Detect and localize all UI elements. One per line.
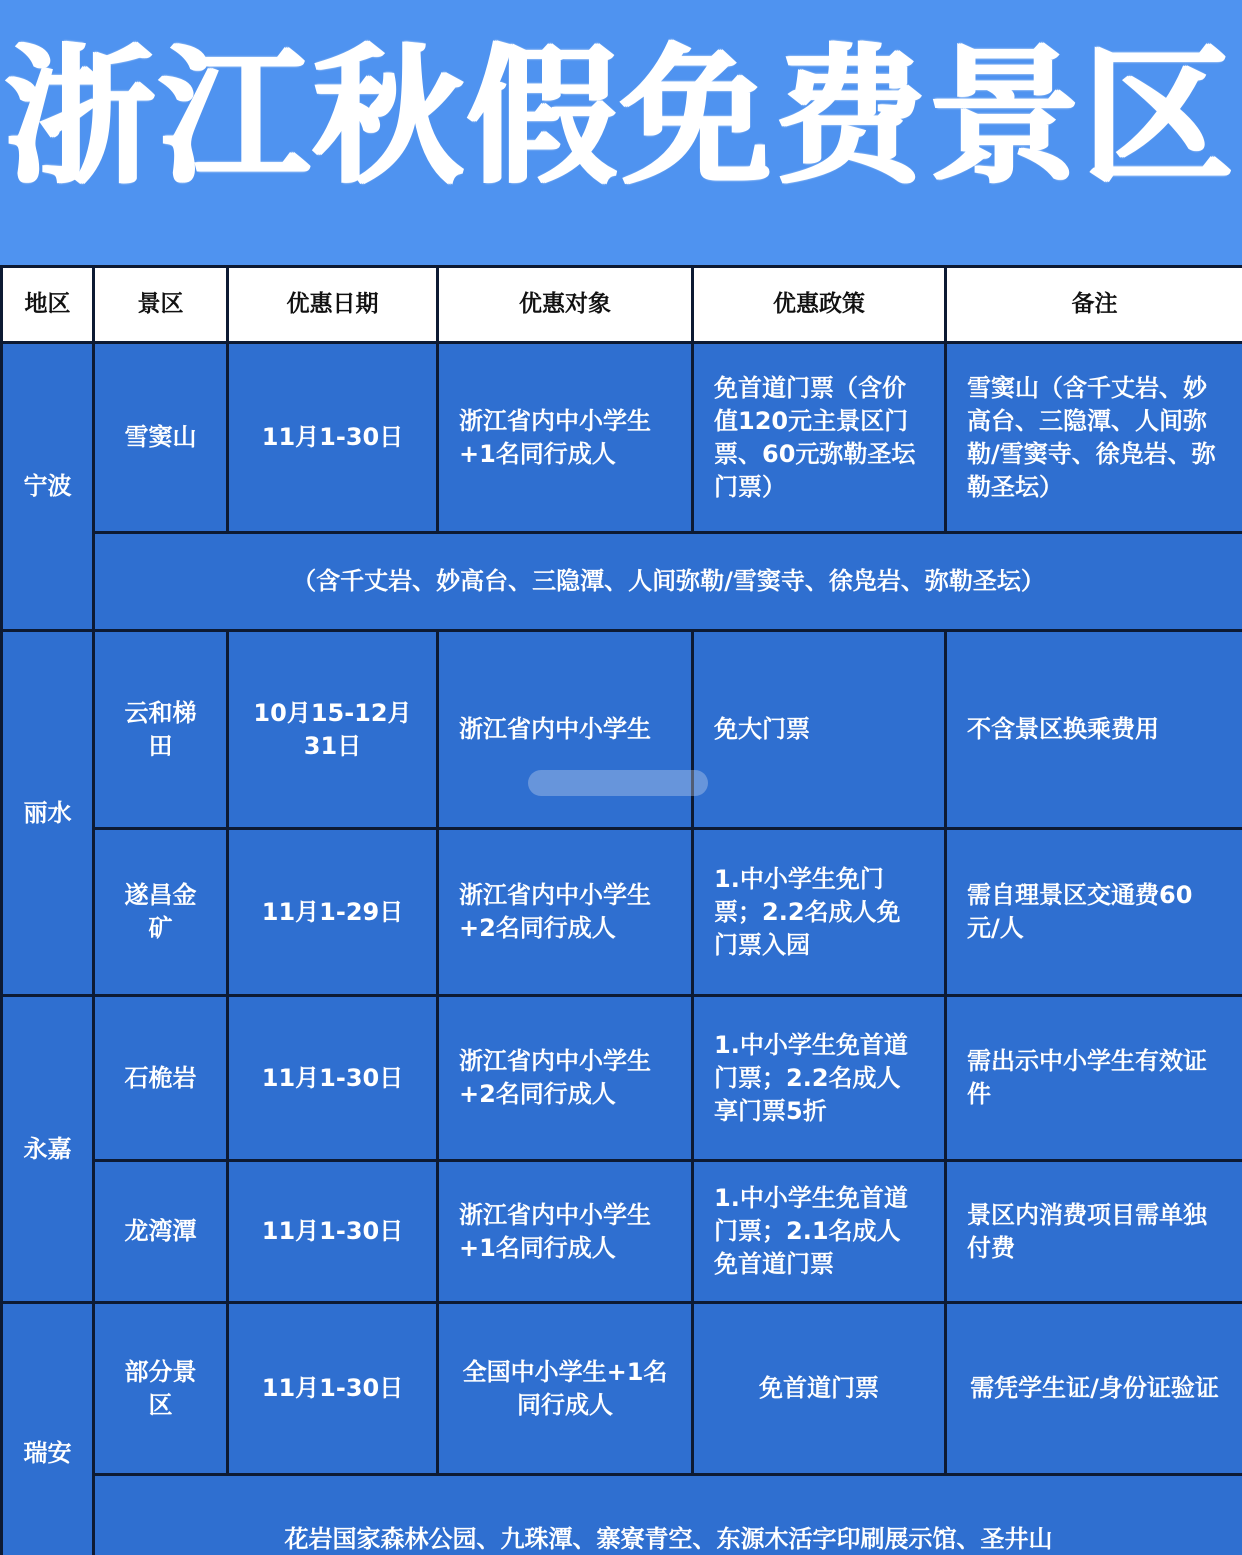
policy-cell: 1.中小学生免门票；2.2名成人免门票入园 xyxy=(693,829,946,996)
target-cell: 浙江省内中小学生+2名同行成人 xyxy=(438,996,693,1161)
date-cell: 11月1-29日 xyxy=(228,829,438,996)
spot-cell: 龙湾潭 xyxy=(94,1161,228,1303)
region-cell: 宁波 xyxy=(2,343,94,631)
note-cell: 需凭学生证/身份证验证 xyxy=(946,1303,1242,1475)
spot-cell: 遂昌金矿 xyxy=(94,829,228,996)
target-cell: 浙江省内中小学生+1名同行成人 xyxy=(438,1161,693,1303)
policy-cell: 免首道门票（含价值120元主景区门票、60元弥勒圣坛门票） xyxy=(693,343,946,533)
region-cell: 丽水 xyxy=(2,631,94,996)
date-cell: 11月1-30日 xyxy=(228,1303,438,1475)
header-spot: 景区 xyxy=(94,267,228,343)
note-cell: 不含景区换乘费用 xyxy=(946,631,1242,829)
policy-cell: 免大门票 xyxy=(693,631,946,829)
policy-cell: 免首道门票 xyxy=(693,1303,946,1475)
table-row xyxy=(2,996,1242,1161)
watermark-blur xyxy=(528,770,708,796)
policy-cell: 1.中小学生免首道门票；2.2名成人享门票5折 xyxy=(693,996,946,1161)
target-cell: 全国中小学生+1名同行成人 xyxy=(438,1303,693,1475)
scenic-table xyxy=(0,265,1242,1555)
target-cell: 浙江省内中小学生+1名同行成人 xyxy=(438,343,693,533)
date-cell: 11月1-30日 xyxy=(228,996,438,1161)
note-cell: 雪窦山（含千丈岩、妙高台、三隐潭、人间弥勒/雪窦寺、徐凫岩、弥勒圣坛） xyxy=(946,343,1242,533)
spot-list-cell: （含千丈岩、妙高台、三隐潭、人间弥勒/雪窦寺、徐凫岩、弥勒圣坛） xyxy=(94,533,1242,631)
table-row xyxy=(2,1303,1242,1475)
table-row-extra xyxy=(2,1475,1242,1555)
spot-cell: 雪窦山 xyxy=(94,343,228,533)
date-cell: 11月1-30日 xyxy=(228,1161,438,1303)
table-row xyxy=(2,1161,1242,1303)
note-cell: 需出示中小学生有效证件 xyxy=(946,996,1242,1161)
header-region: 地区 xyxy=(2,267,94,343)
header-note: 备注 xyxy=(946,267,1242,343)
spot-list-cell: 花岩国家森林公园、九珠潭、寨寮青空、东源木活字印刷展示馆、圣井山 xyxy=(94,1475,1242,1555)
date-cell: 11月1-30日 xyxy=(228,343,438,533)
table-row xyxy=(2,631,1242,829)
header-date: 优惠日期 xyxy=(228,267,438,343)
note-cell: 需自理景区交通费60元/人 xyxy=(946,829,1242,996)
policy-cell: 1.中小学生免首道门票；2.1名成人免首道门票 xyxy=(693,1161,946,1303)
table-header-row xyxy=(2,267,1242,343)
region-cell: 永嘉 xyxy=(2,996,94,1303)
target-cell: 浙江省内中小学生 xyxy=(438,631,693,829)
header-target: 优惠对象 xyxy=(438,267,693,343)
header-policy: 优惠政策 xyxy=(693,267,946,343)
note-cell: 景区内消费项目需单独付费 xyxy=(946,1161,1242,1303)
spot-cell: 部分景区 xyxy=(94,1303,228,1475)
title-banner xyxy=(0,0,1242,265)
region-cell: 瑞安 xyxy=(2,1303,94,1555)
table-row xyxy=(2,829,1242,996)
scenic-table-wrapper xyxy=(0,265,1242,1555)
table-row-extra xyxy=(2,533,1242,631)
table-row xyxy=(2,343,1242,533)
spot-cell: 云和梯田 xyxy=(94,631,228,829)
target-cell: 浙江省内中小学生+2名同行成人 xyxy=(438,829,693,996)
spot-cell: 石桅岩 xyxy=(94,996,228,1161)
date-cell: 10月15-12月31日 xyxy=(228,631,438,829)
page-title: 浙江秋假免费景区 xyxy=(4,31,1237,205)
